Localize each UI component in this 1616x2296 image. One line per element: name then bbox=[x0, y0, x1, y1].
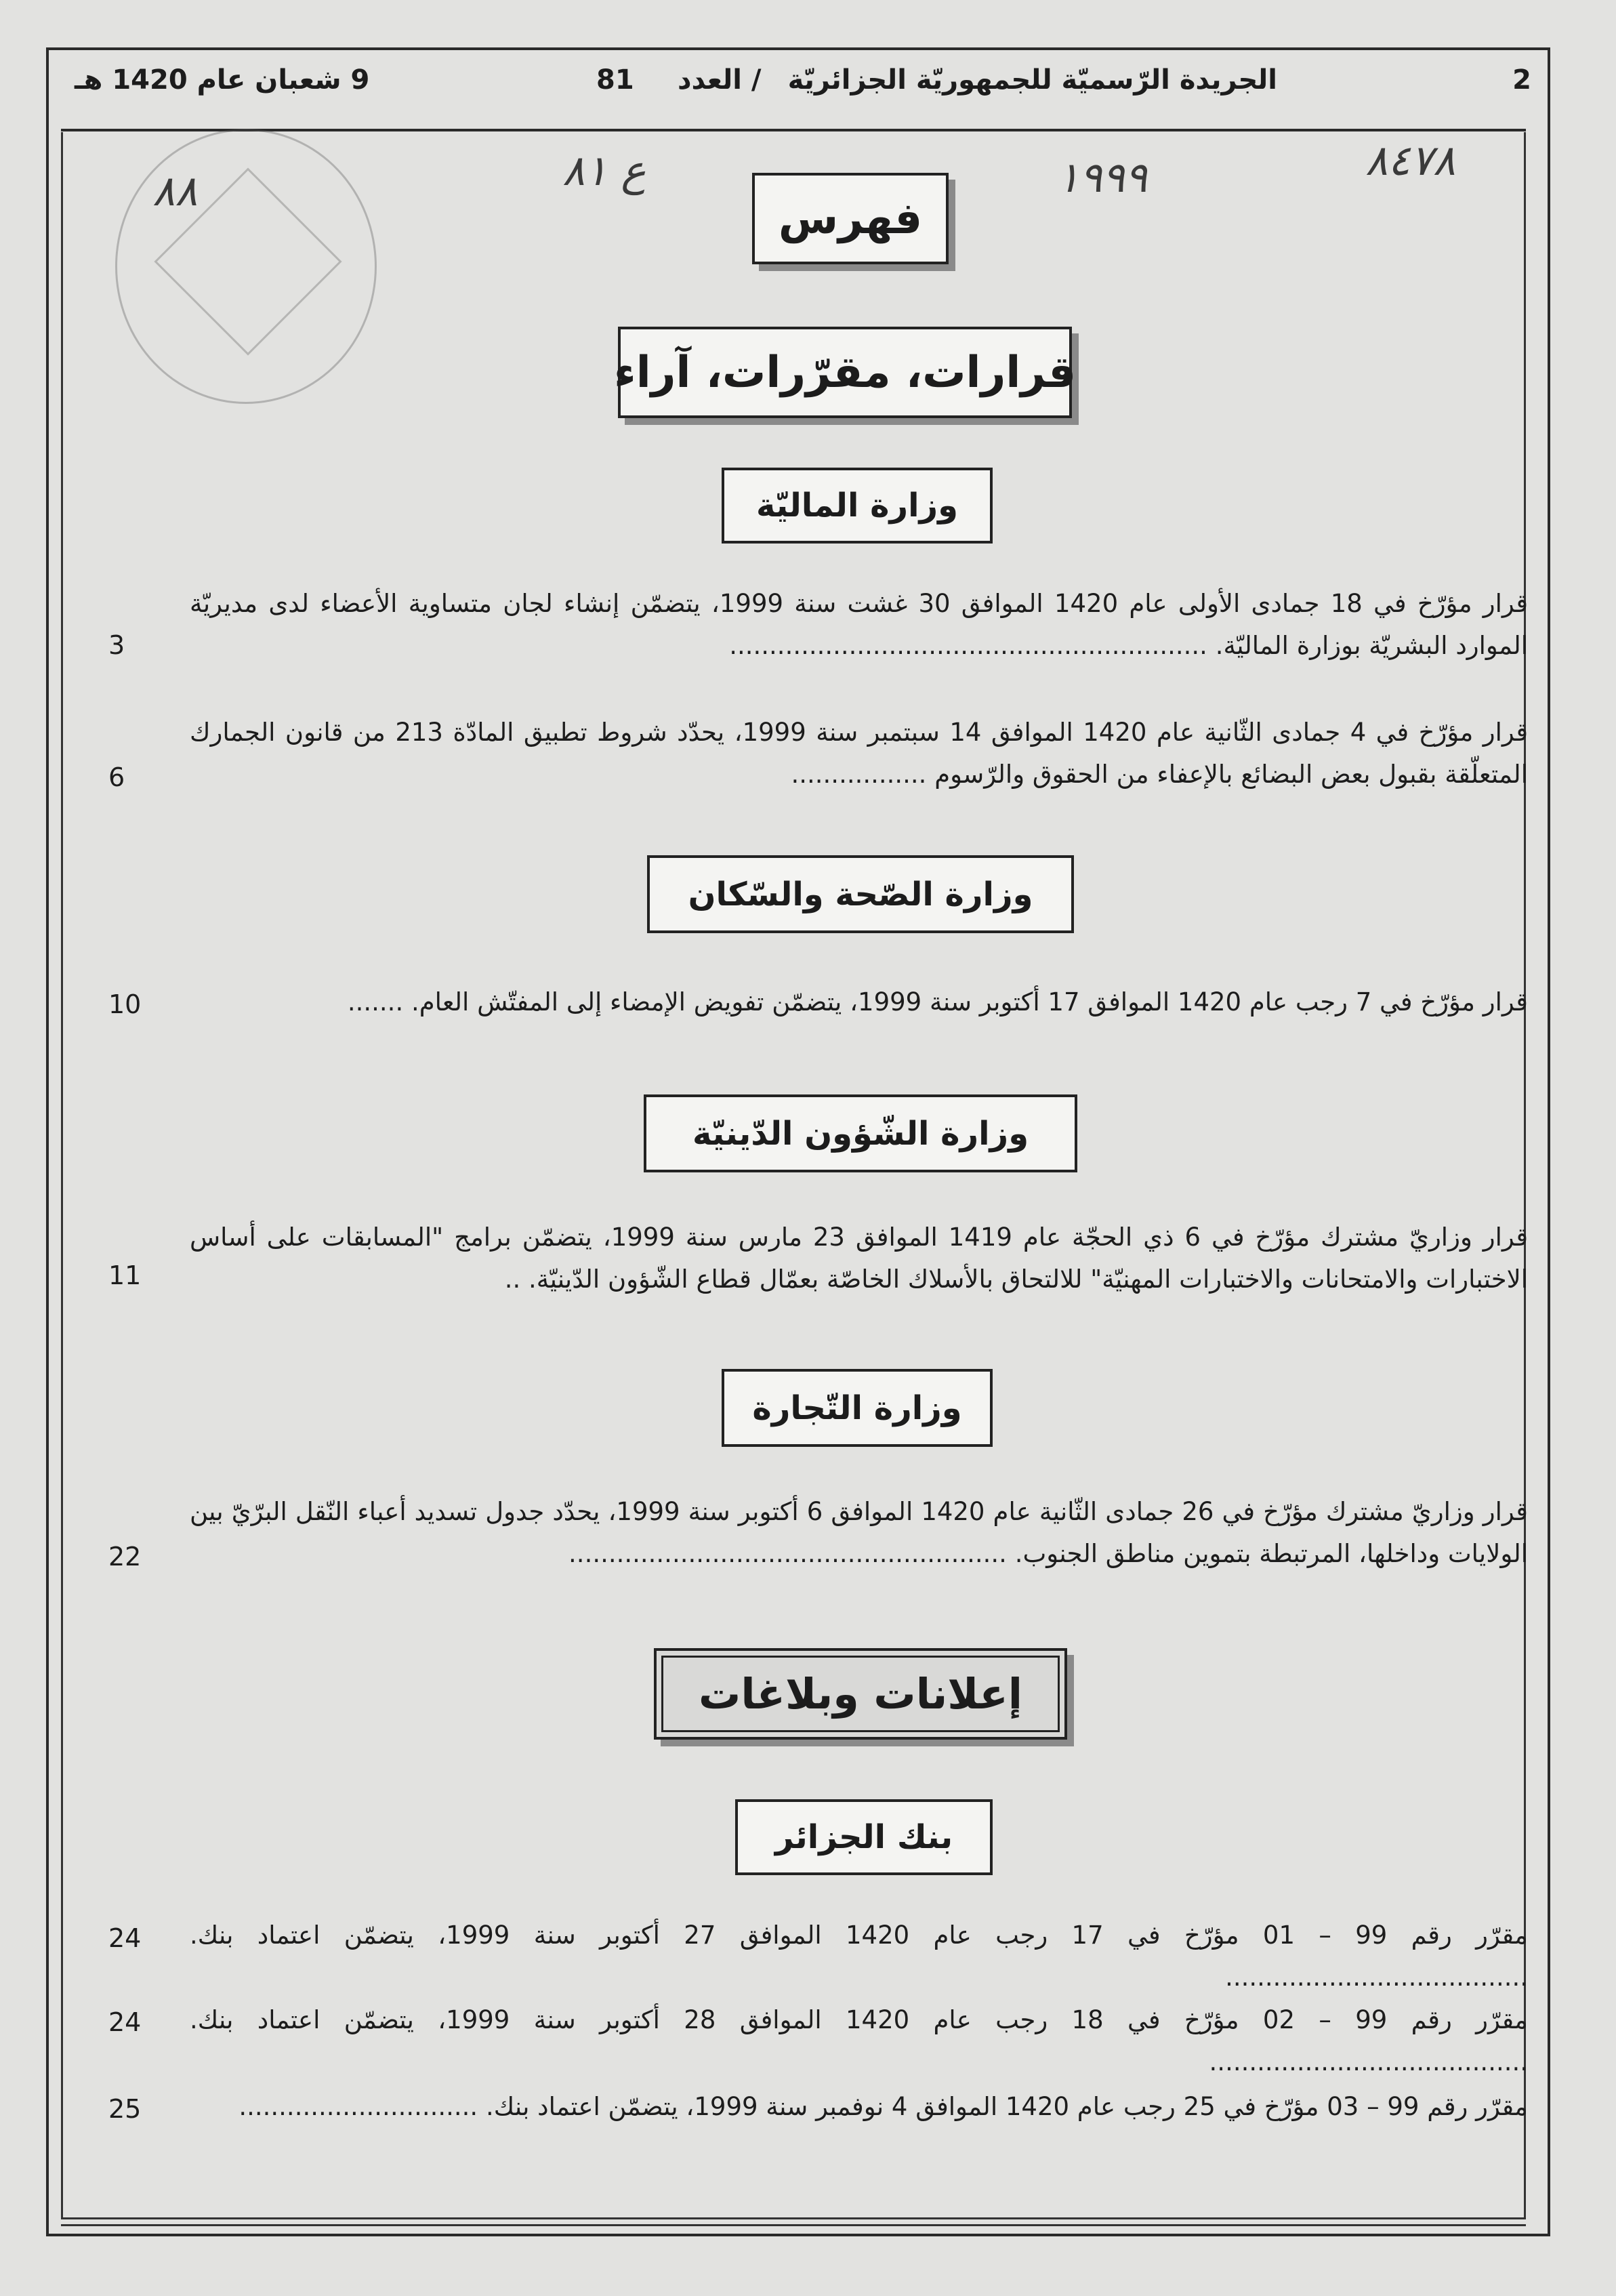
content-frame bbox=[61, 132, 1529, 2219]
handwritten-code: ٨٤٧٨ bbox=[1365, 136, 1456, 185]
bank-entry-1-page: 24 bbox=[108, 1923, 142, 1953]
health-entry-1 bbox=[190, 981, 1528, 1023]
leader-dots: ....................................................... bbox=[568, 1539, 1007, 1568]
finance-entry-1-text: قرار مؤرّخ في 18 جمادى الأولى عام 1420 الموافق 30 غشت سنة 1999، يتضمّن إنشاء لجان متساوية الأعضاء لدى مديريّة الموارد البشريّة بوزارة الماليّة. bbox=[190, 589, 1529, 660]
leader-dots: ................. bbox=[791, 760, 927, 789]
header-rule bbox=[61, 129, 1526, 131]
bank-entry-3-text: مقرّر رقم 99 – 03 مؤرّخ في 25 رجب عام 1420 الموافق 4 نوفمبر سنة 1999، يتضمّن اعتماد بنك. bbox=[485, 2092, 1528, 2121]
religious-entry-1-text: قرار وزاريّ مشترك مؤرّخ في 6 ذي الحجّة عام 1419 الموافق 23 مارس سنة 1999، يتضمّن برامج "المسابقات على أساس الاختبارات والامتحانات والاختبارات المهنيّة" للالتحاق بالأسلاك الخاصّة بعمّال قطاع الشّؤون الدّينيّة. bbox=[190, 1223, 1529, 1294]
religious-entry-1-page: 11 bbox=[108, 1260, 142, 1290]
commerce-section-title: وزارة التّجارة bbox=[722, 1369, 993, 1447]
handwritten-issue: ع ٨١ bbox=[562, 146, 646, 195]
leader-dots: .............................. bbox=[239, 2092, 478, 2121]
announcements-heading: إعلانات وبلاغات bbox=[654, 1648, 1067, 1740]
finance-entry-1 bbox=[190, 583, 1528, 667]
finance-entry-2-page: 6 bbox=[108, 762, 125, 792]
handwritten-year: ١٩٩٩ bbox=[1057, 152, 1148, 202]
religious-section-title: وزارة الشّؤون الدّينيّة bbox=[644, 1094, 1077, 1172]
finance-section-title: وزارة الماليّة bbox=[722, 468, 993, 544]
leader-dots: ...................................... bbox=[1225, 1963, 1528, 1992]
bank-entry-3 bbox=[190, 2086, 1528, 2128]
toc-title: فهرس bbox=[752, 173, 949, 264]
leader-dots: ........................................ bbox=[1209, 2047, 1528, 2076]
health-section-title: وزارة الصّحة والسّكان bbox=[647, 855, 1074, 933]
health-entry-1-page: 10 bbox=[108, 989, 142, 1019]
journal-title: الجريدة الرّسميّة للجمهوريّة الجزائريّة bbox=[787, 64, 1277, 96]
issue-label: / العدد bbox=[678, 64, 762, 96]
bottom-rule bbox=[61, 2224, 1526, 2226]
commerce-entry-1-text: قرار وزاريّ مشترك مؤرّخ في 26 جمادى الثّانية عام 1420 الموافق 6 أكتوبر سنة 1999، يحدّد جدول تسديد أعباء النّقل البرّيّ بين الولايات وداخلها، المرتبطة بتموين مناطق الجنوب. bbox=[190, 1497, 1528, 1568]
bank-entry-1 bbox=[190, 1914, 1528, 1998]
leader-dots: ............................................................ bbox=[729, 631, 1207, 660]
commerce-entry-1 bbox=[190, 1491, 1528, 1575]
health-entry-1-text: قرار مؤرّخ في 7 رجب عام 1420 الموافق 17 أكتوبر سنة 1999، يتضمّن تفويض الإمضاء إلى المفتّش العام. bbox=[411, 987, 1528, 1017]
bank-entry-2-text: مقرّر رقم 99 – 02 مؤرّخ في 18 رجب عام 1420 الموافق 28 أكتوبر سنة 1999، يتضمّن اعتماد بنك. bbox=[190, 2005, 1528, 2034]
leader-dots: .. bbox=[504, 1265, 521, 1294]
decisions-heading: قرارات، مقرّرات، آراء bbox=[618, 327, 1072, 418]
page-number: 2 bbox=[1512, 64, 1531, 96]
commerce-entry-1-page: 22 bbox=[108, 1542, 142, 1572]
issue-number: 81 bbox=[596, 64, 634, 96]
bank-section-title: بنك الجزائر bbox=[735, 1799, 993, 1875]
bank-entry-2-page: 24 bbox=[108, 2007, 142, 2037]
bank-entry-1-text: مقرّر رقم 99 – 01 مؤرّخ في 17 رجب عام 1420 الموافق 27 أكتوبر سنة 1999، يتضمّن اعتماد بنك. bbox=[190, 1921, 1528, 1950]
religious-entry-1 bbox=[190, 1216, 1528, 1300]
finance-entry-2-text: قرار مؤرّخ في 4 جمادى الثّانية عام 1420 الموافق 14 سبتمبر سنة 1999، يحدّد شروط تطبيق المادّة 213 من قانون الجمارك المتعلّقة بقبول بعض البضائع بالإعفاء من الحقوق والرّسوم bbox=[190, 718, 1529, 789]
hijri-date: 9 شعبان عام 1420 هـ bbox=[75, 64, 370, 96]
finance-entry-1-page: 3 bbox=[108, 630, 125, 660]
bank-entry-2 bbox=[190, 1999, 1528, 2083]
leader-dots: ....... bbox=[347, 987, 404, 1017]
handwritten-note-left: ٨٨ bbox=[152, 166, 198, 216]
finance-entry-2 bbox=[190, 712, 1528, 796]
bank-entry-3-page: 25 bbox=[108, 2094, 142, 2124]
